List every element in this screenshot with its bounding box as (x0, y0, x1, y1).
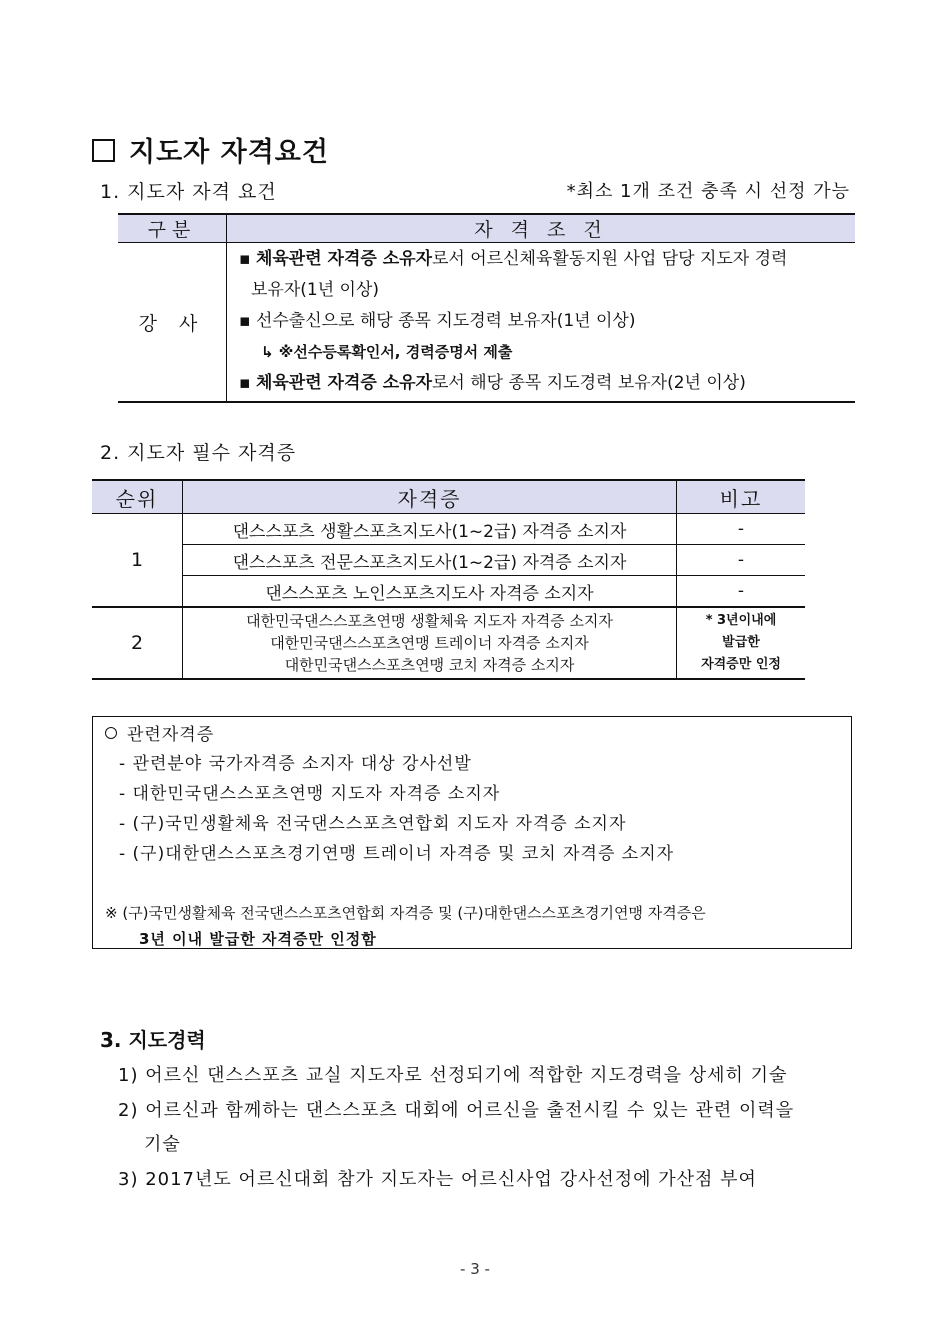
remark-cell: - (677, 545, 806, 576)
cert-cell: 댄스스포츠 노인스포츠지도사 자격증 소지자 (183, 576, 677, 608)
header-remark: 비고 (677, 480, 806, 514)
experience-item: 3) 2017년도 어르신대회 참가 지도자는 어르신사업 강사선정에 가산점 부여 (118, 1169, 757, 1190)
page-title: 지도자 자격요건 (92, 130, 329, 169)
row-label-instructor: 강 사 (118, 243, 227, 403)
condition-submit-note: ↳ ※선수등록확인서, 경력증명서 제출 (261, 343, 513, 361)
qualification-table (118, 213, 855, 403)
related-note-bold: 3년 이내 발급한 자격증만 인정함 (139, 930, 377, 948)
remark-cell: - (677, 514, 806, 545)
related-item: - (구)국민생활체육 전국댄스스포츠연합회 지도자 자격증 소지자 (119, 814, 627, 834)
related-item: - 대한민국댄스스포츠연맹 지도자 자격증 소지자 (119, 784, 501, 804)
cert-cell-rank2: 대한민국댄스스포츠연맹 생활체육 지도자 자격증 소지자 대한민국댄스스포츠연맹 트레이너 자격증 소지자 대한민국댄스스포츠연맹 코치 자격증 소지자 (183, 607, 677, 679)
section1-note: *최소 1개 조건 충족 시 선정 가능 (566, 181, 850, 202)
checkbox-square-icon (92, 139, 115, 162)
experience-item: 1) 어르신 댄스스포츠 교실 지도자로 선정되기에 적합한 지도경력을 상세히 기술 (118, 1065, 788, 1086)
page-number: - 3 - (460, 1260, 490, 1278)
header-cert: 자격증 (183, 480, 677, 514)
header-category: 구분 (118, 214, 227, 243)
related-note: ※ (구)국민생활체육 전국댄스스포츠연합회 자격증 및 (구)대한댄스스포츠경기연맹 자격증은 (105, 904, 706, 922)
conditions-cell (227, 243, 856, 403)
section1-heading: 1. 지도자 자격 요건 (100, 181, 277, 203)
circle-bullet-icon (105, 727, 117, 739)
related-item: - (구)대한댄스스포츠경기연맹 트레이너 자격증 및 코치 자격증 소지자 (119, 844, 675, 864)
cert-cell: 댄스스포츠 전문스포츠지도사(1~2급) 자격증 소지자 (183, 545, 677, 576)
rank-1: 1 (92, 514, 183, 608)
experience-item: 2) 어르신과 함께하는 댄스스포츠 대회에 어르신을 출전시킬 수 있는 관련 이력을 (118, 1100, 795, 1121)
condition-item: ▪ 체육관련 자격증 소유자로서 어르신체육활동지원 사업 담당 지도자 경력 (239, 249, 788, 269)
related-cert-box (92, 716, 852, 949)
header-conditions: 자 격 조 건 (227, 214, 856, 243)
experience-item-continued: 기술 (144, 1134, 181, 1155)
section2-heading: 2. 지도자 필수 자격증 (100, 442, 297, 464)
section3-heading: 3. 지도경력 (100, 1028, 206, 1052)
related-heading: 관련자격증 (105, 720, 214, 745)
required-cert-table (92, 479, 805, 680)
condition-continuation: 보유자(1년 이상) (251, 280, 380, 300)
header-rank: 순위 (92, 480, 183, 514)
cert-cell: 댄스스포츠 생활스포츠지도사(1~2급) 자격증 소지자 (183, 514, 677, 545)
rank-2: 2 (92, 607, 183, 679)
remark-rank2: * 3년이내에 발급한 자격증만 인정 (677, 607, 806, 679)
related-item: - 관련분야 국가자격증 소지자 대상 강사선발 (119, 754, 472, 774)
condition-item: ▪ 체육관련 자격증 소유자로서 해당 종목 지도경력 보유자(2년 이상) (239, 373, 746, 393)
condition-item: ▪ 선수출신으로 해당 종목 지도경력 보유자(1년 이상) (239, 311, 636, 331)
remark-cell: - (677, 576, 806, 608)
